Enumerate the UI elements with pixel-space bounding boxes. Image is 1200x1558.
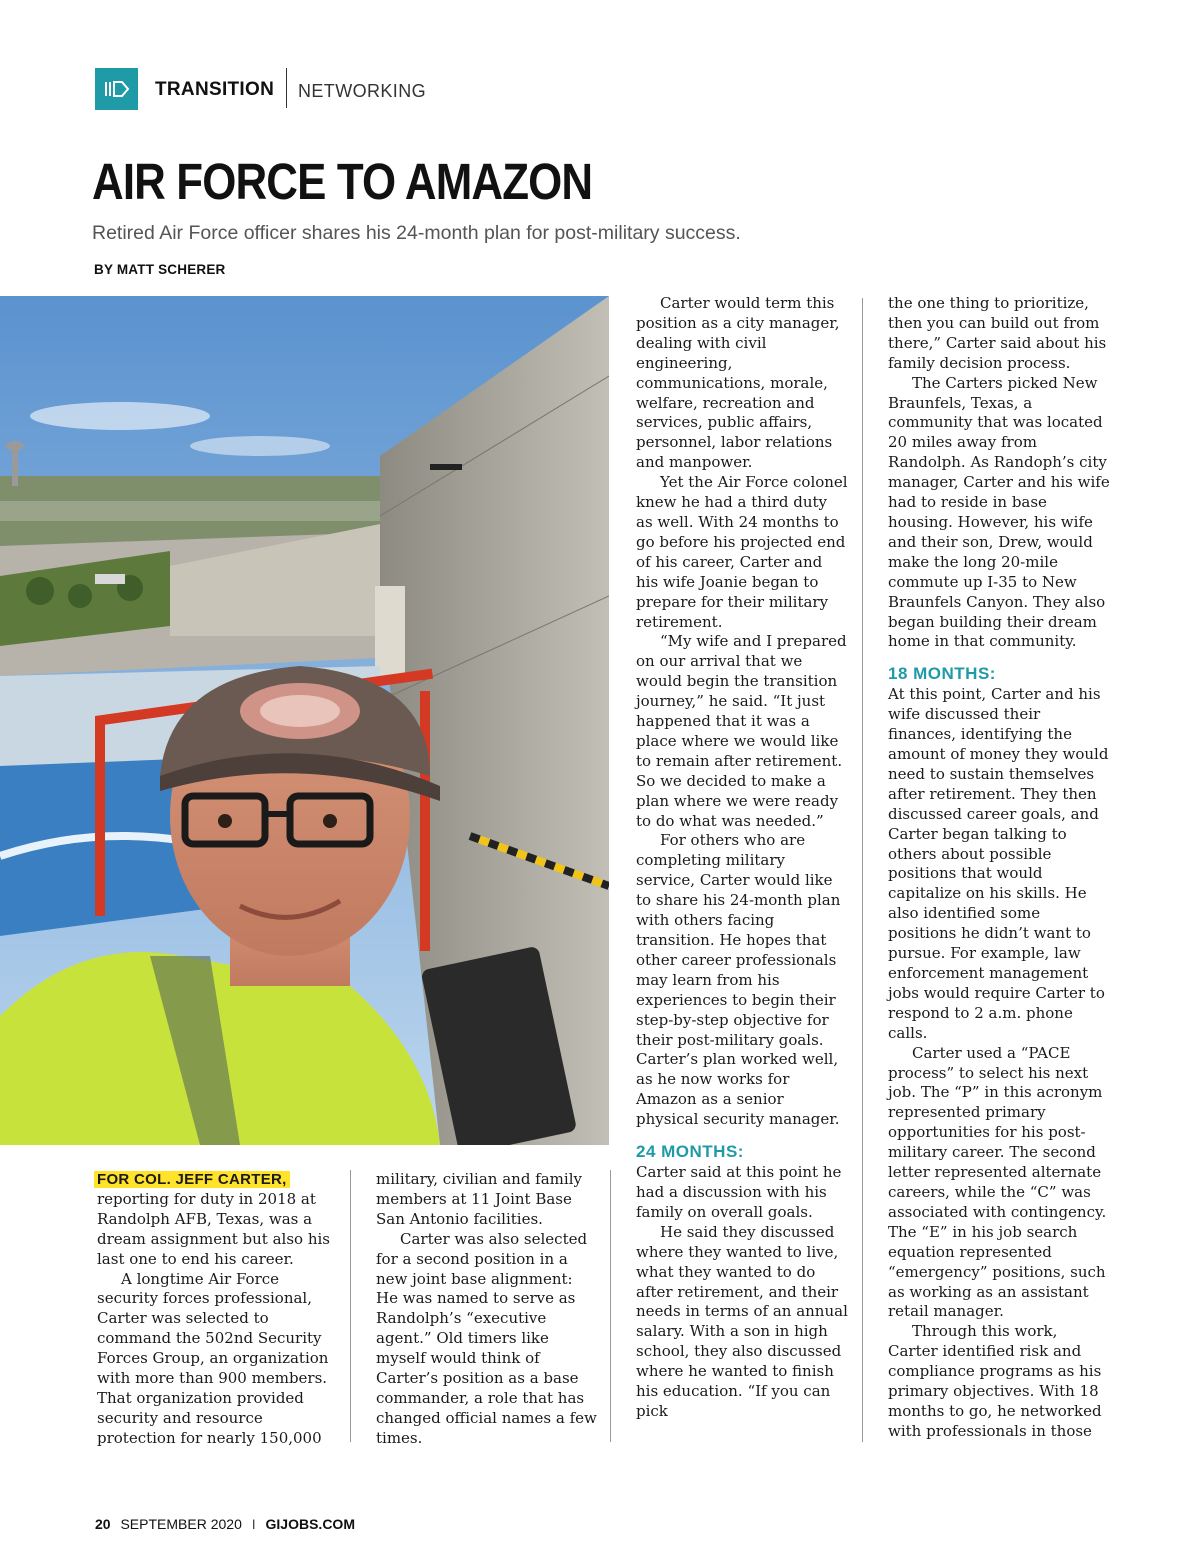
paragraph: the one thing to prioritize, then you can build out from there,” Carter said about his family decision process. bbox=[888, 294, 1107, 372]
column-rule bbox=[350, 1170, 351, 1442]
text-column-2 bbox=[376, 1170, 598, 1449]
page-number: 20 bbox=[95, 1516, 111, 1532]
paragraph: Carter said at this point he had a discussion with his family on overall goals. bbox=[636, 1163, 842, 1221]
article-dek: Retired Air Force officer shares his 24-month plan for post-military success. bbox=[92, 222, 741, 244]
site-name: GIJOBS.COM bbox=[265, 1516, 355, 1532]
paragraph: The Carters picked New Braunfels, Texas, a community that was located 20 miles away from Randolph. As Randoph’s city manager, Carter and his wife had to reside in base housing. However, his wife and their son, Drew, would make the long 20-mile commute up I-35 to New Braunfels Canyon. They also began building their dream home in that community. bbox=[888, 373, 1110, 651]
text-column-3 bbox=[636, 294, 848, 1422]
issue-date: SEPTEMBER 2020 bbox=[120, 1516, 242, 1532]
section-label: TRANSITION bbox=[155, 79, 275, 100]
paragraph: At this point, Carter and his wife discussed their finances, identifying the amount of money they would need to sustain themselves after retirement. They then discussed career goals, and Carter began talking to others about possible positions that would capitalize on his skills. He also identified some positions he didn’t want to pursue. For example, law enforcement management jobs would require Carter to respond to 2 a.m. phone calls. bbox=[888, 685, 1109, 1042]
paragraph: military, civilian and family members at 11 Joint Base San Antonio facilities. bbox=[376, 1170, 582, 1228]
paragraph: For others who are completing military service, Carter would like to share his 24-month plan with others facing transition. He hopes that other career professionals may learn from his experiences to begin their step-by-step objective for their post-military goals. Carter’s plan worked well, as he now works for Amazon as a senior physical security manager. bbox=[636, 831, 841, 1129]
text-column-1 bbox=[97, 1170, 337, 1449]
paragraph: Carter was also selected for a second position in a new joint base alignment: He was named to serve as Randolph’s “executive agent.” Old timers like myself would think of Carter’s position as a base commander, a role that has changed official names a few times. bbox=[376, 1229, 597, 1447]
paragraph: Carter used a “PACE process” to select his next job. The “P” in this acronym represented primary opportunities for his post-military career. The second letter represented alternate careers, while the “C” was associated with contingency. The “E” in his job search equation represented “emergency” positions, such as working as an assistant retail manager. bbox=[888, 1043, 1107, 1321]
section-heading-18-months: 18 MONTHS: bbox=[888, 664, 996, 684]
column-rule bbox=[862, 298, 863, 1442]
paragraph: Yet the Air Force colonel knew he had a third duty as well. With 24 months to go before his projected end of his career, Carter and his wife Joanie began to prepare for their military retirement. bbox=[636, 473, 848, 631]
article-photo bbox=[0, 296, 609, 1145]
page-footer bbox=[95, 1516, 355, 1532]
paragraph: A longtime Air Force security forces professional, Carter was selected to command the 502nd Security Forces Group, an organization with more than 900 members. That organization provided security and resource protection for nearly 150,000 bbox=[97, 1269, 329, 1447]
paragraph: He said they discussed where they wanted to live, what they wanted to do after retirement, and their needs in terms of an annual salary. With a son in high school, they also discussed where he wanted to finish his education. “If you can pick bbox=[636, 1222, 848, 1420]
footer-separator: I bbox=[251, 1516, 256, 1532]
article-byline: BY MATT SCHERER bbox=[94, 262, 226, 277]
section-divider bbox=[286, 68, 287, 108]
paragraph: “My wife and I prepared on our arrival that we would begin the transition journey,” he said. “It just happened that it was a place where we would like to remain after retirement. So we decided to make a plan where we were ready to do what was needed.” bbox=[636, 632, 847, 830]
lead-in: FOR COL. JEFF CARTER, bbox=[94, 1171, 290, 1188]
text-column-4 bbox=[888, 294, 1110, 1442]
section-logo-icon bbox=[95, 68, 138, 110]
paragraph: Carter would term this position as a city manager, dealing with civil engineering, communications, morale, welfare, recreation and services, public affairs, personnel, labor relations and manpower. bbox=[636, 294, 840, 472]
subsection-label: NETWORKING bbox=[298, 81, 426, 101]
section-heading-24-months: 24 MONTHS: bbox=[636, 1142, 744, 1162]
article-title: AIR FORCE TO AMAZON bbox=[92, 153, 593, 210]
paragraph: reporting for duty in 2018 at Randolph AFB, Texas, was a dream assignment but also his last one to end his career. bbox=[97, 1189, 330, 1268]
column-rule bbox=[610, 1170, 611, 1442]
paragraph: Through this work, Carter identified risk and compliance programs as his primary objectives. With 18 months to go, he networked with professionals in those bbox=[888, 1322, 1102, 1440]
